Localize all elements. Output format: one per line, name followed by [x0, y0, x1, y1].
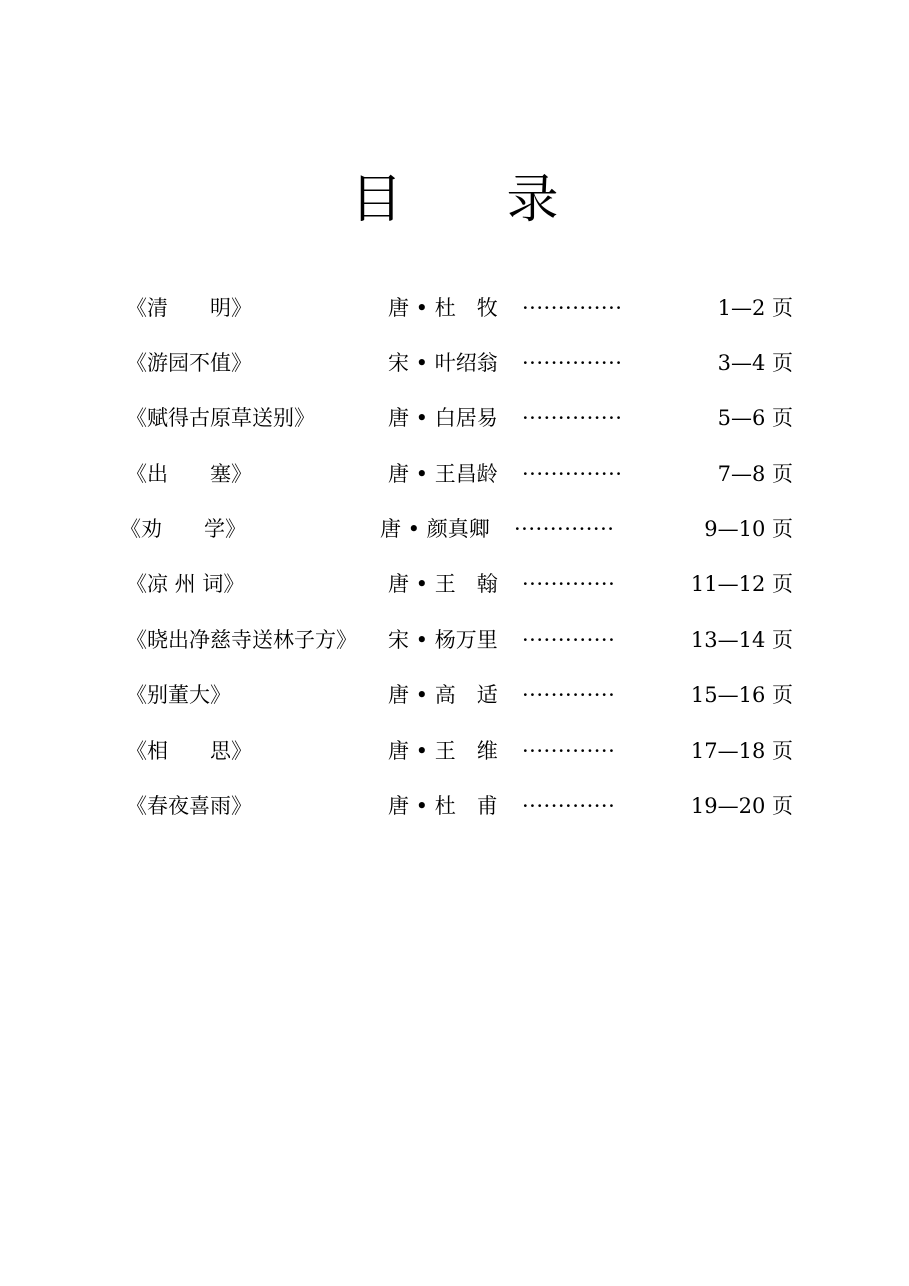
page-range: 9—10 页 [704, 517, 793, 541]
toc-entry [0, 564, 909, 604]
poem-author: 唐 • 颜真卿 [380, 517, 490, 541]
poem-author: 唐 • 王昌龄 [388, 462, 498, 486]
poem-author: 唐 • 王 维 [388, 739, 498, 763]
poem-title: 《游园不值》 [126, 351, 252, 375]
poem-author: 宋 • 杨万里 [388, 628, 498, 652]
poem-title: 《晓出净慈寺送林子方》 [126, 628, 357, 652]
dot-leader: ·············· [522, 462, 623, 486]
poem-author: 唐 • 白居易 [388, 406, 498, 430]
poem-author: 唐 • 王 翰 [388, 572, 498, 596]
poem-author: 唐 • 杜 牧 [388, 296, 498, 320]
poem-title: 《出 塞》 [126, 462, 252, 486]
page-range: 17—18 页 [690, 739, 793, 763]
dot-leader: ·············· [522, 406, 623, 430]
poem-title: 《凉 州 词》 [126, 572, 245, 596]
toc-entry [0, 398, 909, 438]
toc-entry [0, 343, 909, 383]
page-range: 13—14 页 [690, 628, 793, 652]
poem-title: 《春夜喜雨》 [126, 794, 252, 818]
page-range: 5—6 页 [717, 406, 793, 430]
dot-leader: ·············· [522, 296, 623, 320]
dot-leader: ············· [522, 683, 616, 707]
poem-title: 《清 明》 [126, 296, 252, 320]
toc-entry [0, 675, 909, 715]
toc-entry [0, 731, 909, 771]
page-range: 7—8 页 [717, 462, 793, 486]
toc-entry [0, 509, 909, 549]
toc-entry [0, 454, 909, 494]
dot-leader: ············· [522, 628, 616, 652]
toc-entry [0, 786, 909, 826]
dot-leader: ·············· [522, 351, 623, 375]
poem-author: 唐 • 杜 甫 [388, 794, 498, 818]
poem-title: 《相 思》 [126, 739, 252, 763]
page-range: 1—2 页 [717, 296, 793, 320]
poem-title: 《劝 学》 [120, 517, 246, 541]
page-range: 11—12 页 [690, 572, 793, 596]
poem-author: 唐 • 高 适 [388, 683, 498, 707]
page-title: 目 录 [350, 170, 559, 230]
poem-title: 《别董大》 [126, 683, 231, 707]
toc-entry [0, 620, 909, 660]
poem-author: 宋 • 叶绍翁 [388, 351, 498, 375]
dot-leader: ············· [522, 794, 616, 818]
page-range: 15—16 页 [690, 683, 793, 707]
toc-entry [0, 288, 909, 328]
dot-leader: ·············· [514, 517, 615, 541]
poem-title: 《赋得古原草送别》 [126, 406, 315, 430]
page-range: 19—20 页 [690, 794, 793, 818]
dot-leader: ············· [522, 572, 616, 596]
page-range: 3—4 页 [717, 351, 793, 375]
dot-leader: ············· [522, 739, 616, 763]
